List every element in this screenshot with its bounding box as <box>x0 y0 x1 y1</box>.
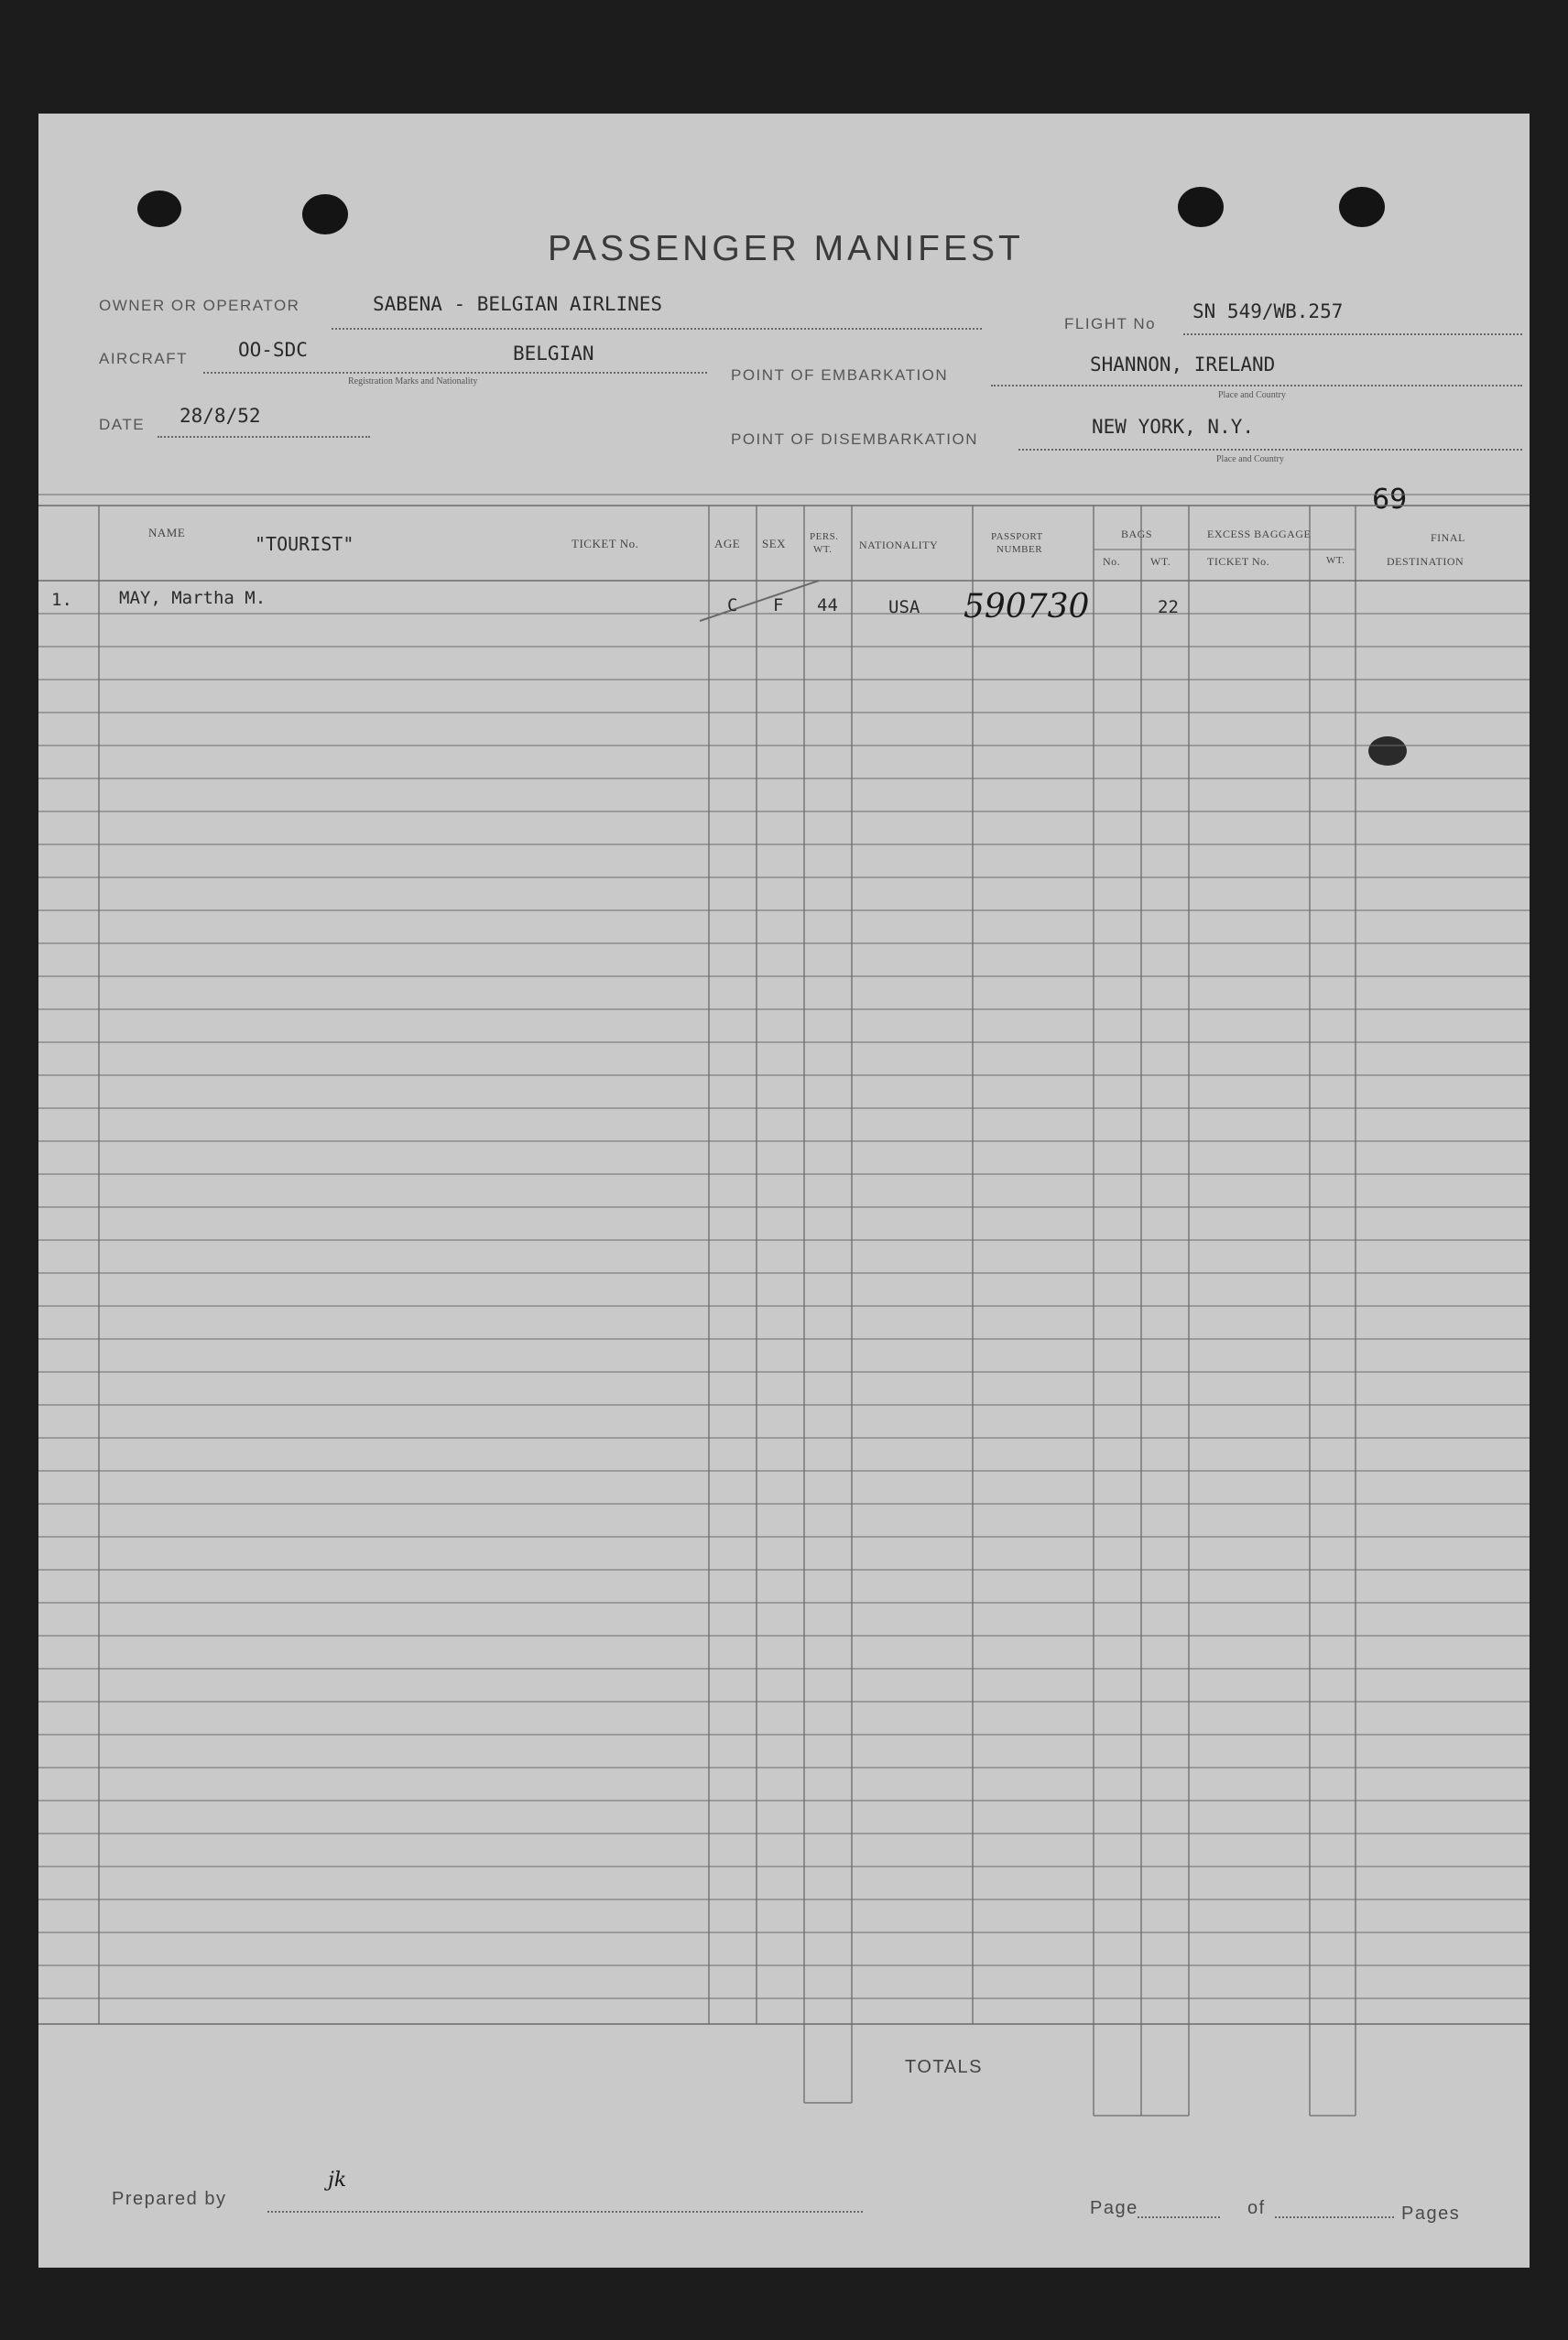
column-header-bags-no: No. <box>1103 555 1121 568</box>
age-slash-mark <box>700 581 819 621</box>
passenger-age: C <box>727 595 738 615</box>
owner-label: OWNER OR OPERATOR <box>99 297 300 314</box>
page-title: PASSENGER MANIFEST <box>548 229 1024 268</box>
column-header-wt: WT. <box>813 544 833 555</box>
disembarkation-label: POINT OF DISEMBARKATION <box>731 430 979 448</box>
aircraft-registration: OO-SDC <box>238 339 308 361</box>
flight-label: FLIGHT No <box>1064 315 1157 332</box>
passenger-bags-weight: 22 <box>1158 597 1179 617</box>
prepared-by-line <box>267 2211 863 2213</box>
embarkation-caption: Place and Country <box>1218 390 1286 400</box>
prepared-by-label: Prepared by <box>112 2189 227 2209</box>
column-header-class: "TOURIST" <box>255 533 354 555</box>
page-number: 69 <box>1372 484 1408 516</box>
passenger-nationality: USA <box>888 597 920 617</box>
column-header-final: FINAL <box>1431 531 1465 544</box>
column-header-excess-wt: WT. <box>1326 555 1345 566</box>
passenger-weight: 44 <box>817 595 838 615</box>
disembarkation-value: NEW YORK, N.Y. <box>1092 416 1255 438</box>
column-header-ticket: TICKET No. <box>572 537 639 550</box>
column-header-bags-wt: WT. <box>1150 555 1171 568</box>
date-value: 28/8/52 <box>180 405 261 427</box>
column-header-excess-ticket: TICKET No. <box>1207 555 1270 568</box>
column-header-passport-number: NUMBER <box>996 544 1043 555</box>
manifest-table-grid <box>38 114 1530 2268</box>
page-line <box>1138 2216 1220 2218</box>
of-line <box>1275 2216 1394 2218</box>
owner-value: SABENA - BELGIAN AIRLINES <box>373 293 663 315</box>
aircraft-nationality: BELGIAN <box>513 343 594 365</box>
aircraft-caption: Registration Marks and Nationality <box>348 376 478 386</box>
pages-label: Pages <box>1401 2204 1461 2224</box>
embarkation-label: POINT OF EMBARKATION <box>731 366 949 384</box>
page-label: Page <box>1090 2198 1138 2218</box>
aircraft-label: AIRCRAFT <box>99 350 188 367</box>
passenger-sex: F <box>773 595 784 615</box>
disembarkation-caption: Place and Country <box>1216 454 1284 464</box>
date-label: DATE <box>99 416 146 433</box>
manifest-sheet <box>38 114 1530 2268</box>
column-header-age: AGE <box>714 537 741 550</box>
column-header-sex: SEX <box>762 537 787 550</box>
column-header-name: NAME <box>148 526 186 539</box>
totals-label: TOTALS <box>905 2057 983 2077</box>
row-number: 1. <box>51 590 72 610</box>
prepared-by-initials: jk <box>328 2169 347 2192</box>
passenger-passport: 590730 <box>964 588 1090 626</box>
column-header-passport: PASSPORT <box>991 531 1043 542</box>
passenger-name: MAY, Martha M. <box>119 588 267 608</box>
column-header-excess: EXCESS BAGGAGE <box>1207 528 1312 540</box>
embarkation-value: SHANNON, IRELAND <box>1090 354 1276 375</box>
column-header-destination: DESTINATION <box>1387 555 1465 568</box>
column-header-pers: PERS. <box>810 531 839 542</box>
column-header-bags: BAGS <box>1121 528 1153 540</box>
of-label: of <box>1247 2198 1266 2218</box>
flight-value: SN 549/WB.257 <box>1192 300 1344 322</box>
column-header-nationality: NATIONALITY <box>859 539 939 551</box>
